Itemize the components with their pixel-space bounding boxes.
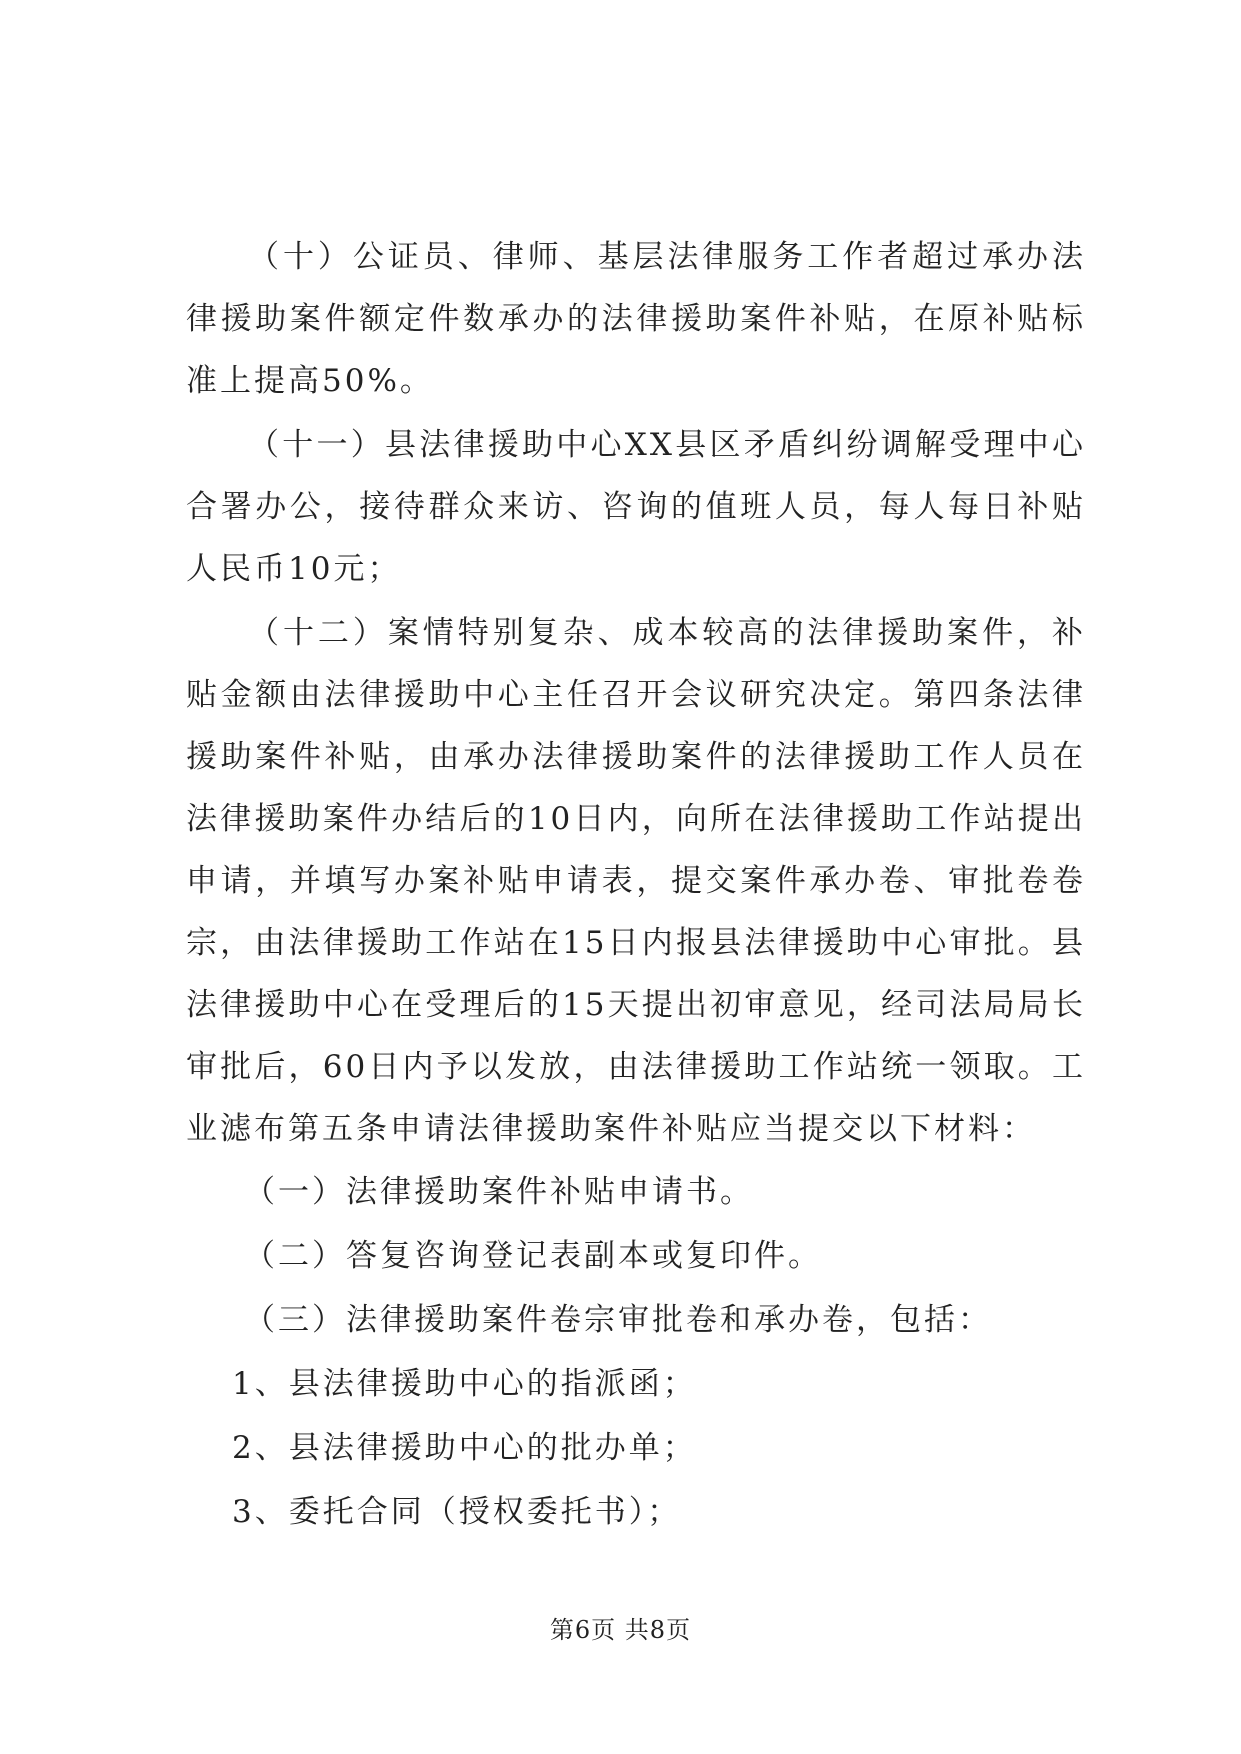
material-item-one: （一）法律援助案件补贴申请书。 xyxy=(244,1174,754,1210)
list-item-3: 3、委托合同（授权委托书）； xyxy=(232,1494,682,1530)
document-body xyxy=(186,226,1086,1544)
material-item-three: （三）法律援助案件卷宗审批卷和承办卷，包括： xyxy=(244,1302,992,1338)
page-number-footer: 第6页 共8页 xyxy=(549,1616,692,1644)
list-item-2: 2、县法律援助中心的批办单； xyxy=(232,1430,697,1466)
paragraph-eleven: （十一）县法律援助中心XX县区矛盾纠纷调解受理中心合署办公，接待群众来访、咨询的值班人员，每人每日补贴人民币10元； xyxy=(186,427,1086,587)
list-item-1: 1、县法律援助中心的指派函； xyxy=(232,1366,697,1402)
paragraph-ten: （十）公证员、律师、基层法律服务工作者超过承办法律援助案件额定件数承办的法律援助案件补贴，在原补贴标准上提高50%。 xyxy=(186,239,1086,399)
paragraph-twelve: （十二）案情特别复杂、成本较高的法律援助案件，补贴金额由法律援助中心主任召开会议研究决定。第四条法律援助案件补贴，由承办法律援助案件的法律援助工作人员在法律援助案件办结后的10日内，向所在法律援助工作站提出申请，并填写办案补贴申请表，提交案件承办卷、审批卷卷宗，由法律援助工作站在15日内报县法律援助中心审批。县法律援助中心在受理后的15天提出初审意见，经司法局局长审批后，60日内予以发放，由法律援助工作站统一领取。工业滤布第五条申请法律援助案件补贴应当提交以下材料： xyxy=(186,615,1086,1147)
material-item-two: （二）答复咨询登记表副本或复印件。 xyxy=(244,1238,822,1274)
